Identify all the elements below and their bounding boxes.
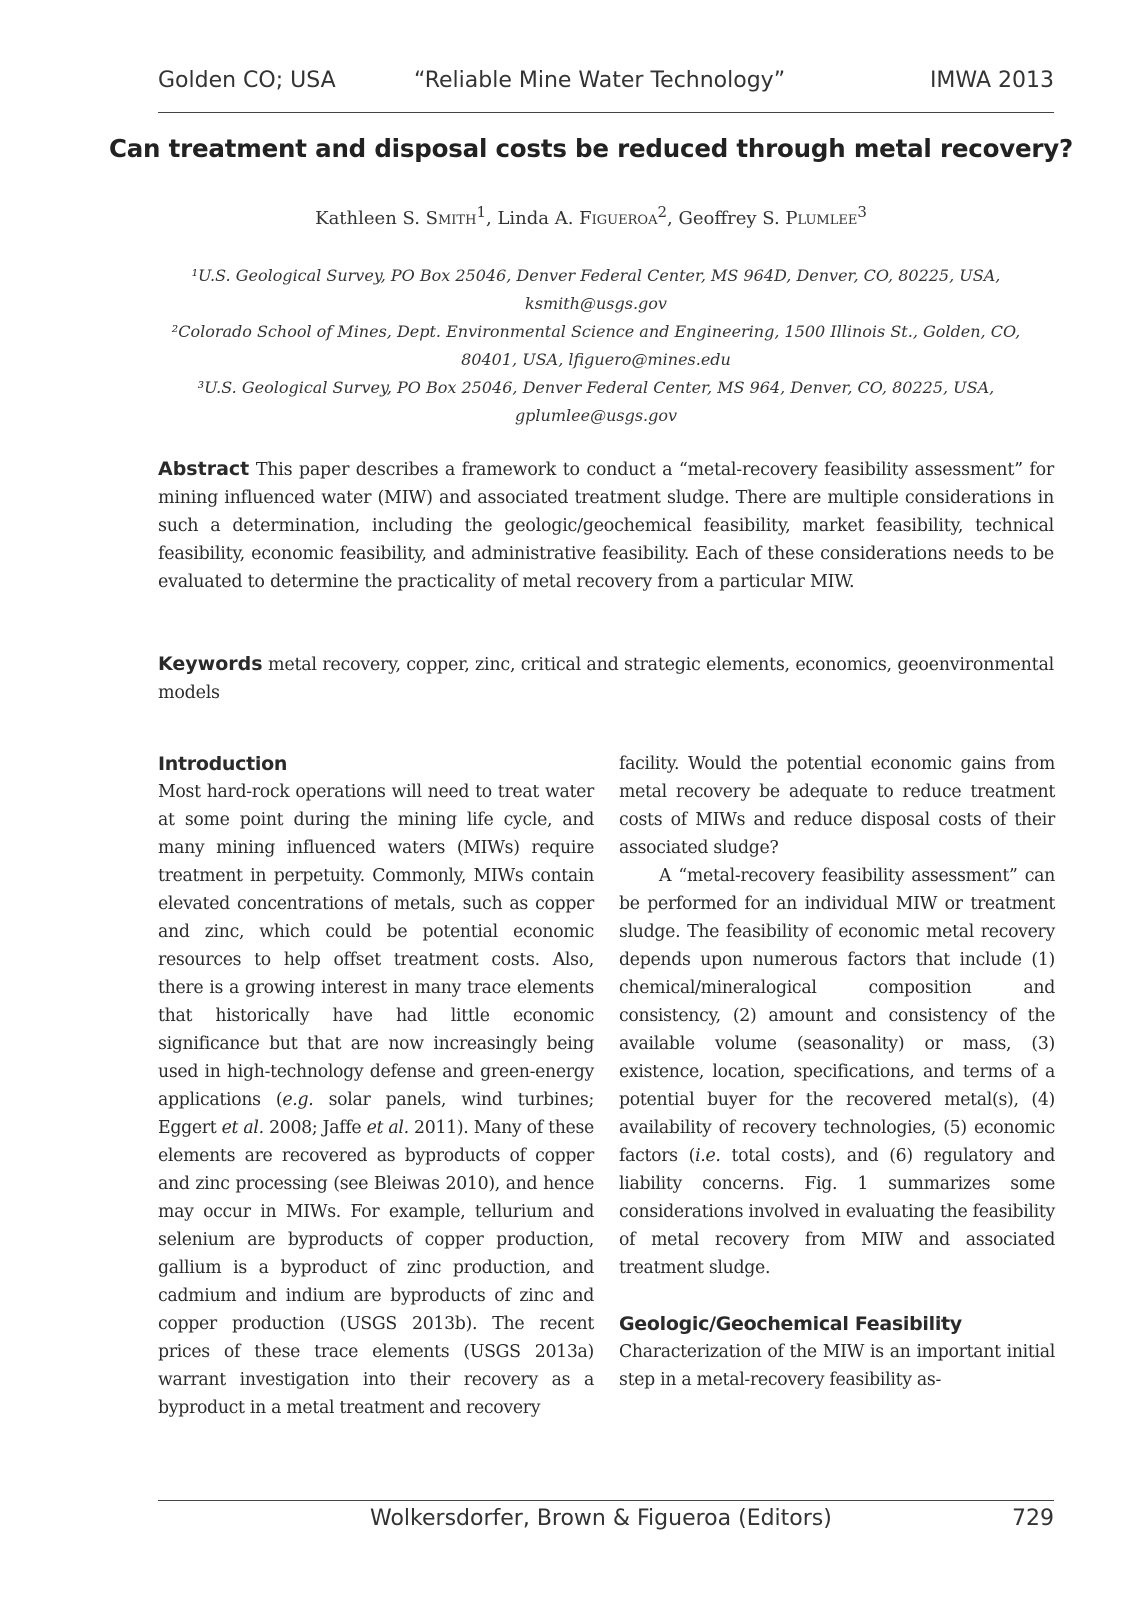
abstract-label: Abstract	[158, 458, 250, 480]
header-rule	[158, 112, 1054, 113]
section-heading-geologic-feasibility: Geologic/Geochemical Feasibility	[619, 1313, 962, 1335]
header-conference-theme: “Reliable Mine Water Technology”	[414, 68, 786, 93]
affiliation-line: ³U.S. Geological Survey, PO Box 25046, Denver Federal Center, MS 964, Denver, CO, 80225, USA,	[197, 378, 995, 397]
author: Kathleen S. Smith$^1$,	[315, 203, 498, 229]
geo-paragraph: Characterization of the MIW is an important initial step in a metal-recovery feasibility as-	[619, 1342, 1055, 1390]
abstract	[158, 455, 1054, 596]
affiliation-email: gplumlee@usgs.gov	[514, 406, 678, 425]
running-header	[158, 68, 1054, 108]
author: Linda A. Figueroa$^2$,	[497, 203, 679, 229]
section-heading-introduction: Introduction	[158, 753, 288, 775]
affiliation-email: ksmith@usgs.gov	[525, 294, 667, 313]
running-footer	[158, 1506, 1054, 1542]
paper-title: Can treatment and disposal costs be reduced through metal recovery?	[108, 134, 1074, 163]
body-column-left	[158, 750, 594, 1422]
author-list	[100, 203, 1082, 229]
affiliations	[150, 262, 1042, 430]
section-gap	[619, 1282, 1055, 1310]
footer-editors: Wolkersdorfer, Brown & Figueroa (Editors)	[370, 1506, 832, 1531]
page-number: 729	[1012, 1506, 1054, 1531]
author: Geoffrey S. Plumlee$^3$	[678, 203, 867, 229]
body-column-right	[619, 750, 1055, 1394]
intro-paragraph-1: Most hard-rock operations will need to treat water at some point during the mining life cycle, and many mining influenced waters (MIWs) require treatment in perpetuity. Commonly, MIWs contain elevated concentrations of metals, such as copper and zinc, which could be potential economic resources to help offset treatment costs. Also, there is a growing interest in many trace elements that historically have had little economic significance but that are now increasingly being used in high-technology defense and green-energy applications (e.g. solar panels, wind turbines; Eggert et al. 2008; Jaffe et al. 2011). Many of these elements are recovered as byproducts of copper and zinc processing (see Bleiwas 2010), and hence may occur in MIWs. For example, tellurium and selenium are byproducts of copper production, gallium is a byproduct of zinc production, and cadmium and indium are byproducts of zinc and copper production (USGS 2013b). The recent prices of these trace elements (USGS 2013a) warrant investigation into their recovery as a byproduct in a metal treatment and recovery	[158, 782, 595, 1418]
intro-paragraph-2: A “metal-recovery feasibility assessment” can be performed for an individual MIW or treatment sludge. The feasibility of economic metal recovery depends upon numerous factors that include (1) chemical/mineralogical composition and consistency, (2) amount and consistency of the available volume (seasonality) or mass, (3) existence, location, specifications, and terms of a potential buyer for the recovered metal(s), (4) availability of recovery technologies, (5) economic factors (i.e. total costs), and (6) regulatory and liability concerns. Fig. 1 summarizes some considerations involved in evaluating the feasibility of metal recovery from MIW and associated treatment sludge.	[619, 866, 1055, 1278]
keywords	[158, 650, 1054, 707]
header-location: Golden CO; USA	[158, 68, 336, 93]
abstract-text: This paper describes a framework to conduct a “metal-recovery feasibility assessment” for mining influenced water (MIW) and associated treatment sludge. There are multiple considerations in such a determination, including the geologic/geochemical feasibility, market feasibility, technical feasibility, economic feasibility, and administrative feasibility. Each of these considerations needs to be evaluated to determine the practicality of metal recovery from a particular MIW.	[158, 460, 1054, 592]
intro-paragraph-1-continuation	[619, 750, 1055, 862]
keywords-label: Keywords	[158, 653, 263, 675]
affiliation-line: ²Colorado School of Mines, Dept. Environmental Science and Engineering, 1500 Illinois St., Golden, CO,	[171, 322, 1021, 341]
intro-paragraph-1-tail: facility. Would the potential economic gains from metal recovery be adequate to reduce treatment costs of MIWs and reduce disposal costs of their associated sludge?	[619, 754, 1055, 858]
header-conference: IMWA 2013	[929, 68, 1054, 93]
affiliation-line: ¹U.S. Geological Survey, PO Box 25046, Denver Federal Center, MS 964D, Denver, CO, 80225, USA,	[191, 266, 1001, 285]
affiliation-line: 80401, USA, lfiguero@mines.edu	[461, 350, 731, 369]
keywords-text: metal recovery, copper, zinc, critical and strategic elements, economics, geoenvironmental models	[158, 655, 1054, 703]
footer-rule	[158, 1500, 1054, 1501]
